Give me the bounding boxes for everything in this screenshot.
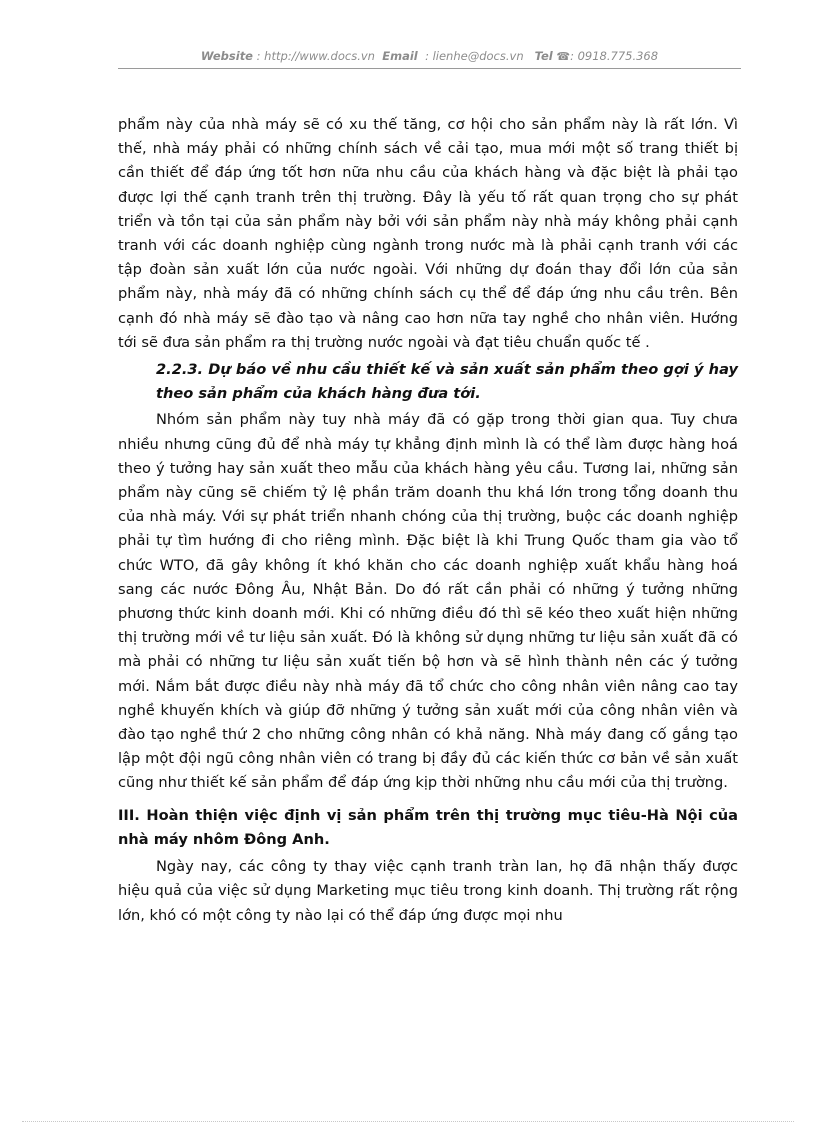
website-value: : http://www.docs.vn <box>256 49 375 63</box>
paragraph-forecast: Nhóm sản phẩm này tuy nhà máy đã có gặp trong thời gian qua. Tuy chưa nhiều nhưng cũng đủ để nhà máy tự khẳng định mình là có thể làm được hàng hoá theo ý tưởng hay sản xuất theo mẫu của khách hàng yêu cầu. Tương lai, những sản phẩm này cũng sẽ chiếm tỷ lệ phần trăm doanh thu khá lớn trong tổng doanh thu của nhà máy. Với sự phát triển nhanh chóng của thị trường, buộc các doanh nghiệp phải tự tìm hướng đi cho riêng mình. Đặc biệt là khi Trung Quốc tham gia vào tổ chức WTO, đã gây không ít khó khăn cho các doanh nghiệp xuất khẩu hàng hoá sang các nước Đông Âu, Nhật Bản. Do đó rất cần phải có những ý tưởng những phương thức kinh doanh mới. Khi có những điều đó thì sẽ kéo theo xuất hiện những thị trường mới về tư liệu sản xuất. Đó là không sử dụng những tư liệu sản xuất đã có mà phải có những tư liệu sản xuất tiến bộ hơn và sẽ hình thành nên các ý tưởng mới. Nắm bắt được điều này nhà máy đã tổ chức cho công nhân viên nâng cao tay nghề khuyến khích và giúp đỡ những ý tưởng sản xuất mới của công nhân viên và đào tạo nghề thứ 2 cho những công nhân có khả năng. Nhà máy đang cố gắng tạo lập một đội ngũ công nhân viên có trang bị đầy đủ các kiến thức cơ bản về sản xuất cũng như thiết kế sản phẩm để đáp ứng kịp thời những nhu cầu mới của thị trường. <box>118 411 738 792</box>
section-heading-2-2-3: 2.2.3. Dự báo về nhu cầu thiết kế và sản xuất sản phẩm theo gợi ý hay theo sản phẩm của khách hàng đưa tới. <box>156 361 738 403</box>
section-heading-iii: III. Hoàn thiện việc định vị sản phẩm trên thị trường mục tiêu-Hà Nội của nhà máy nhôm Đông Anh. <box>118 806 738 848</box>
phone-icon: ☎ <box>556 50 571 63</box>
paragraph-continued: phẩm này của nhà máy sẽ có xu thế tăng, cơ hội cho sản phẩm này là rất lớn. Vì thế, nhà máy phải có những chính sách về cải tạo, mua mới một số trang thiết bị cần thiết để đáp ứng tốt hơn nữa nhu cầu của khách hàng và đặc biệt là phải tạo được lợi thế cạnh tranh trên thị trường. Đây là yếu tố rất quan trọng cho sự phát triển và tồn tại của sản phẩm này bởi với sản phẩm này nhà máy không phải cạnh tranh với các doanh nghiệp cùng ngành trong nước mà là phải cạnh tranh với các tập đoàn sản xuất lớn của nước ngoài. Với những dự đoán thay đổi lớn của sản phẩm này, nhà máy đã có những chính sách cụ thể để đáp ứng nhu cầu trên. Bên cạnh đó nhà máy sẽ đào tạo và nâng cao hơn nữa tay nghề cho nhân viên. Hướng tới sẽ đưa sản phẩm ra thị trường nước ngoài và đạt tiêu chuẩn quốc tế . <box>118 116 738 351</box>
tel-value: : 0918.775.368 <box>570 49 659 63</box>
website-label: Website <box>200 49 253 63</box>
page-header <box>118 48 741 69</box>
email-value: : lienhe@docs.vn <box>425 49 524 63</box>
email-label: Email <box>382 49 418 63</box>
document-body <box>118 113 738 928</box>
tel-label: Tel <box>534 49 553 63</box>
paragraph-positioning: Ngày nay, các công ty thay việc cạnh tranh tràn lan, họ đã nhận thấy được hiệu quả của việc sử dụng Marketing mục tiêu trong kinh doanh. Thị trường rất rộng lớn, khó có một công ty nào lại có thể đáp ứng được mọi nhu <box>118 858 738 924</box>
footer-divider <box>22 1121 794 1122</box>
